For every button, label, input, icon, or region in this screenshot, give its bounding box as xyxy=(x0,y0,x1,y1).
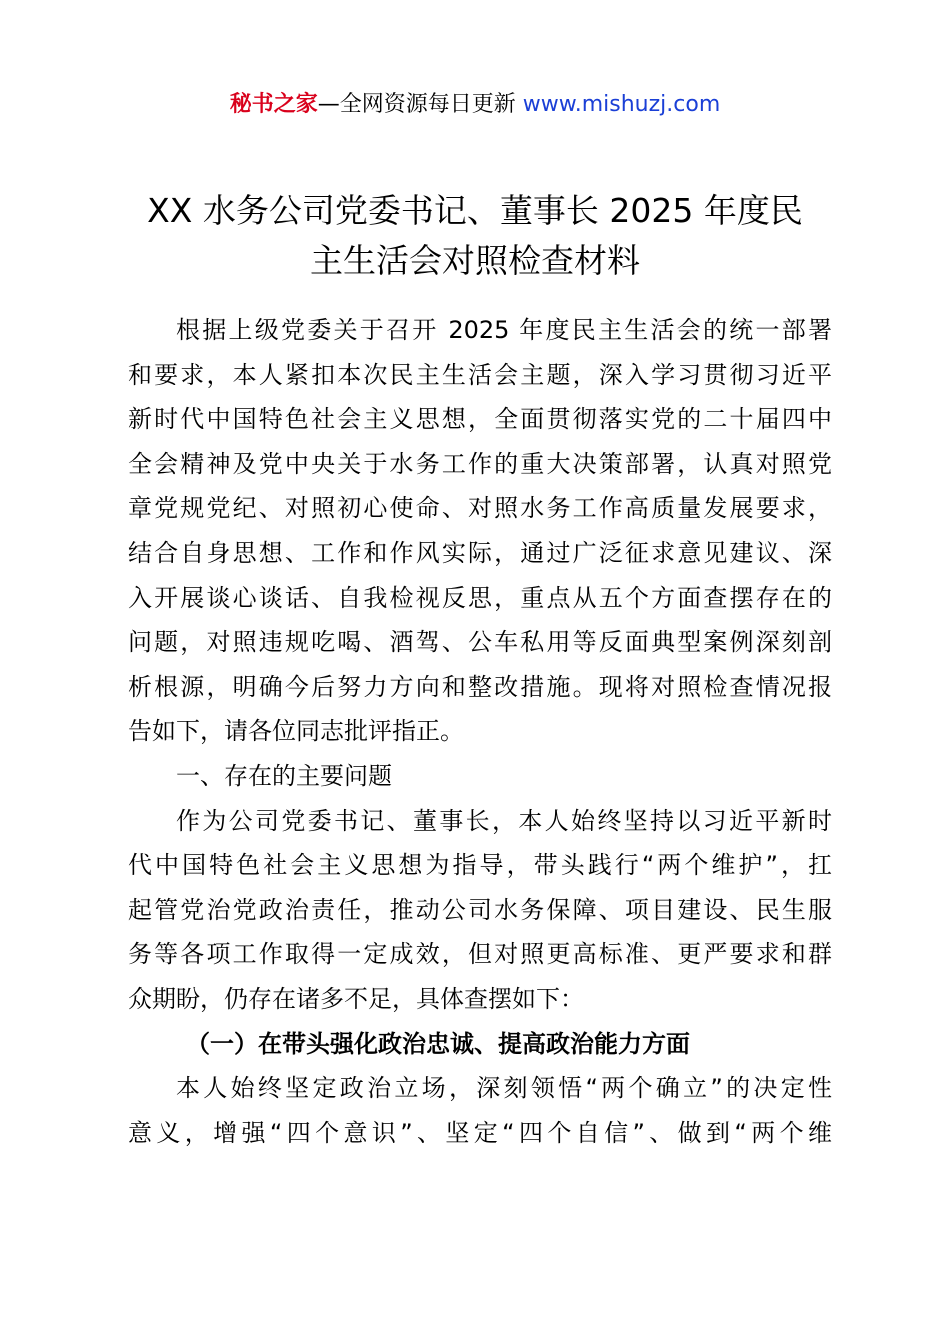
text-line: 本人始终坚定政治立场，深刻领悟“两个确立”的决定性 xyxy=(176,1074,832,1103)
text-line: 新时代中国特色社会主义思想，全面贯彻落实党的二十届四中 xyxy=(128,405,832,434)
site-banner xyxy=(0,88,950,122)
text-line: 众期盼，仍存在诸多不足，具体查摆如下： xyxy=(128,984,584,1013)
text-line: 告如下，请各位同志批评指正。 xyxy=(128,717,464,746)
text-line: 析根源，明确今后努力方向和整改措施。现将对照检查情况报 xyxy=(128,672,832,701)
text-line: 入开展谈心谈话、自我检视反思，重点从五个方面查摆存在的 xyxy=(128,583,832,612)
text-line: 章党规党纪、对照初心使命、对照水务工作高质量发展要求， xyxy=(128,494,832,523)
text-line: 意义，增强“四个意识”、坚定“四个自信”、做到“两个维 xyxy=(128,1118,832,1147)
title-line: 主生活会对照检查材料 xyxy=(310,241,640,281)
subsection-heading: （一）在带头强化政治忠诚、提高政治能力方面 xyxy=(186,1029,690,1058)
title-line: XX 水务公司党委书记、董事长 2025 年度民 xyxy=(147,191,803,231)
brand-name: 秘书之家 xyxy=(229,92,318,117)
text-line: 作为公司党委书记、董事长，本人始终坚持以习近平新时 xyxy=(176,806,832,835)
site-url-link[interactable]: www.mishuzj.com xyxy=(522,92,721,117)
text-line: 务等各项工作取得一定成效，但对照更高标准、更严要求和群 xyxy=(128,940,832,969)
text-line: 根据上级党委关于召开 2025 年度民主生活会的统一部署 xyxy=(176,316,832,344)
text-line: 和要求，本人紧扣本次民主生活会主题，深入学习贯彻习近平 xyxy=(128,360,832,389)
text-line: 问题，对照违规吃喝、酒驾、公车私用等反面典型案例深刻剖 xyxy=(128,628,832,657)
text-line: 代中国特色社会主义思想为指导，带头践行“两个维护”，扛 xyxy=(128,851,832,880)
subsection-paragraph xyxy=(128,1066,832,1155)
document-body xyxy=(128,308,832,1155)
banner-slogan: —全网资源每日更新 xyxy=(317,92,523,117)
section-heading: 一、存在的主要问题 xyxy=(176,761,392,790)
intro-paragraph xyxy=(128,308,832,754)
text-line: 起管党治党政治责任，推动公司水务保障、项目建设、民生服 xyxy=(128,895,832,924)
text-line: 结合自身思想、工作和作风实际，通过广泛征求意见建议、深 xyxy=(128,538,832,567)
text-line: 全会精神及党中央关于水务工作的重大决策部署，认真对照党 xyxy=(128,449,832,478)
document-title xyxy=(110,186,840,286)
section-paragraph xyxy=(128,799,832,1022)
